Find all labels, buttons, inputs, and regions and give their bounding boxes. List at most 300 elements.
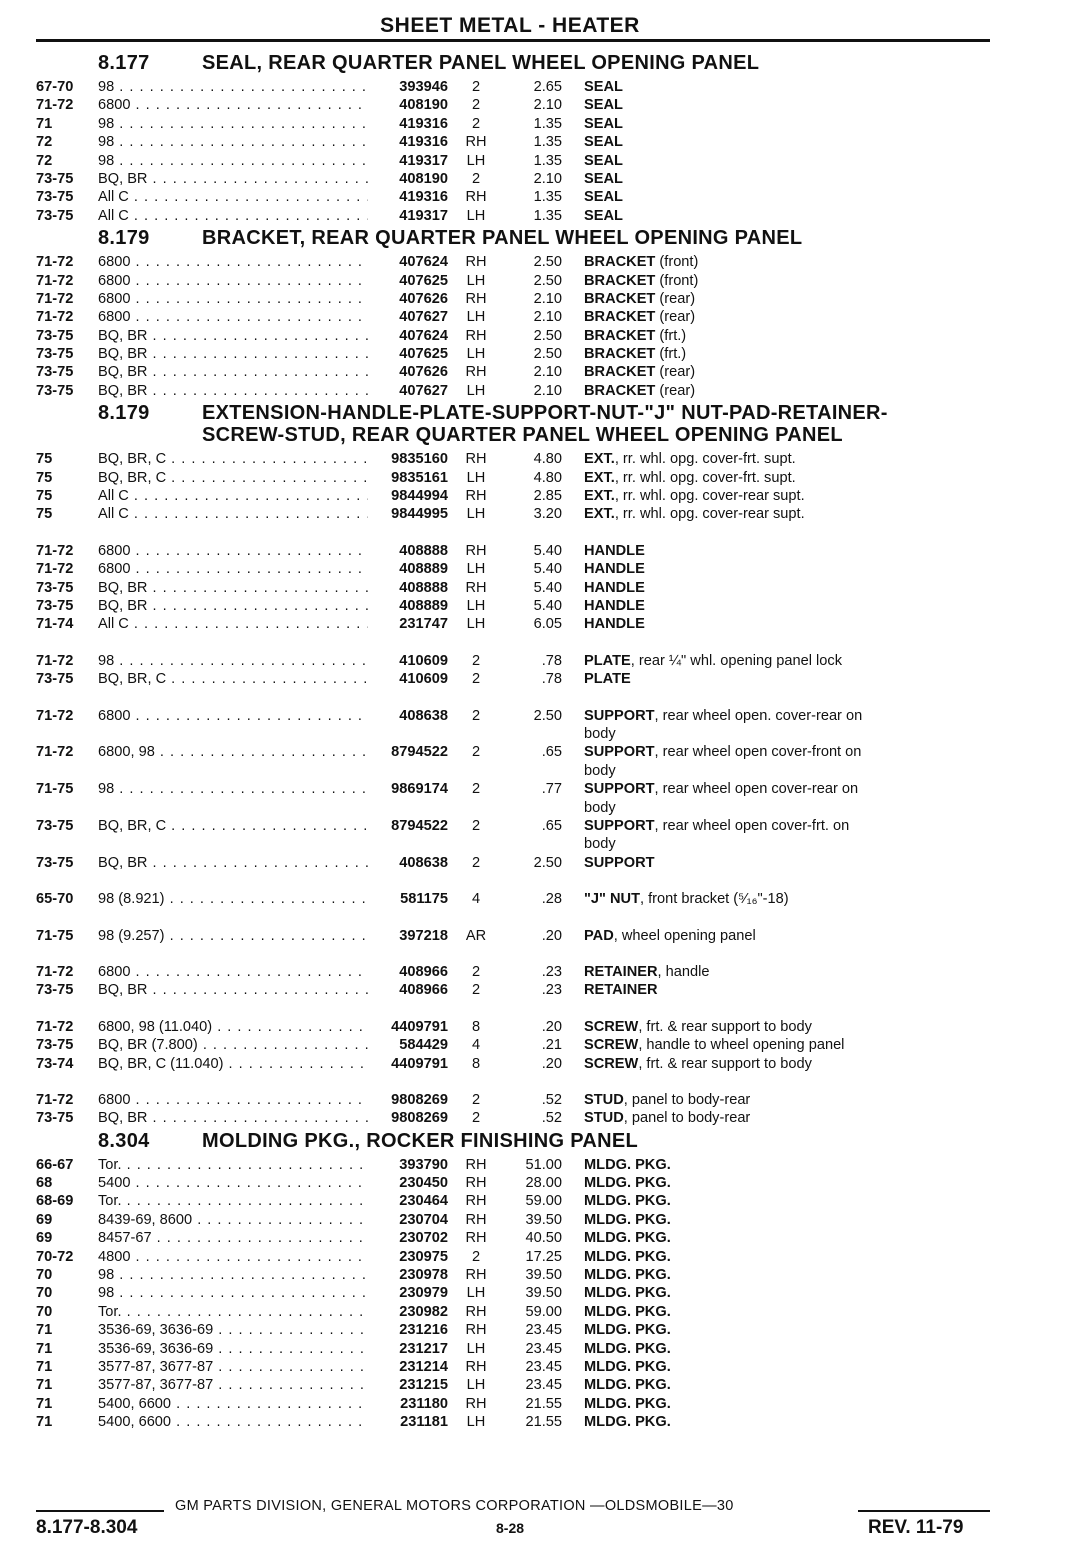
- part-name: MLDG. PKG.: [584, 1377, 671, 1394]
- footer-section-range: 8.177-8.304: [36, 1517, 138, 1538]
- description: [562, 1413, 984, 1431]
- part-number: 407624: [399, 254, 448, 271]
- price: .21: [541, 1037, 562, 1054]
- price: 59.00: [525, 1193, 562, 1210]
- model: 6800 . . .: [98, 253, 368, 271]
- year-range: 72: [36, 152, 53, 169]
- quantity: LH: [466, 1285, 486, 1302]
- part-row: [36, 1413, 990, 1431]
- part-row: [36, 1358, 990, 1376]
- quantity: RH: [465, 254, 487, 271]
- part-number: 9808269: [391, 1091, 448, 1108]
- section-number: 8.179: [98, 402, 150, 425]
- part-number: 407627: [399, 382, 448, 399]
- quantity: LH: [466, 152, 486, 169]
- year-range: 70: [36, 1303, 53, 1320]
- year-range: 73-75: [36, 364, 74, 381]
- year-range: 71: [36, 1359, 53, 1375]
- model: 3536-69, 3636-69 . . .: [98, 1321, 368, 1339]
- part-name: SCREW: [584, 1055, 639, 1072]
- model: BQ, BR . . .: [98, 382, 368, 400]
- section-title: MOLDING PKG., ROCKER FINISHING PANEL: [202, 1129, 638, 1152]
- part-row: [36, 1248, 990, 1266]
- description: [562, 854, 984, 872]
- quantity: 2: [471, 170, 481, 187]
- year-range: 71-72: [36, 254, 74, 271]
- part-row: [36, 1340, 990, 1358]
- part-name: BRACKET: [584, 364, 656, 381]
- part-name: SEAL: [584, 79, 623, 95]
- quantity: RH: [465, 189, 487, 206]
- part-number: 581175: [400, 891, 448, 908]
- description: [562, 597, 984, 615]
- part-number: 4409791: [391, 1018, 448, 1035]
- quantity: RH: [465, 451, 487, 468]
- quantity: LH: [466, 561, 486, 578]
- quantity: RH: [465, 1303, 487, 1320]
- model: 6800 . . .: [98, 542, 368, 560]
- quantity: 4: [471, 891, 481, 908]
- description: [562, 1358, 984, 1376]
- year-range: 72: [36, 134, 53, 151]
- quantity: RH: [465, 579, 487, 596]
- quantity: LH: [466, 1340, 486, 1357]
- header-rule: [36, 39, 990, 42]
- description: [562, 1018, 984, 1036]
- price: 5.40: [533, 597, 562, 614]
- description: [562, 1055, 984, 1073]
- price: 2.50: [533, 854, 562, 871]
- part-number: 8794522: [391, 744, 448, 761]
- part-number: 9869174: [391, 781, 448, 798]
- part-name: PLATE: [584, 652, 631, 669]
- price: 2.10: [533, 170, 562, 187]
- year-range: 71-72: [36, 963, 74, 980]
- model: BQ, BR . . .: [98, 327, 368, 345]
- quantity: RH: [465, 1211, 487, 1228]
- part-detail: , rear ¼" whl. opening panel lock: [630, 652, 843, 669]
- quantity: RH: [465, 1193, 487, 1210]
- part-number: 407626: [399, 290, 448, 307]
- part-name: MLDG. PKG.: [584, 1156, 671, 1173]
- price: 23.45: [525, 1322, 562, 1339]
- part-detail: , frt. & rear support to body: [638, 1018, 812, 1035]
- year-range: 71: [36, 1340, 53, 1357]
- description: [562, 345, 984, 363]
- part-detail: (rear): [655, 382, 696, 399]
- description: [562, 707, 984, 744]
- year-range: 75: [36, 488, 53, 505]
- footer-publisher: GM PARTS DIVISION, GENERAL MOTORS CORPORATION —OLDSMOBILE—30: [175, 1498, 734, 1514]
- price: .52: [541, 1110, 562, 1127]
- price: .52: [541, 1091, 562, 1108]
- price: 2.10: [533, 290, 562, 307]
- description: [562, 542, 984, 560]
- price: 28.00: [525, 1175, 562, 1192]
- year-range: 73-75: [36, 327, 74, 344]
- year-range: 73-75: [36, 1110, 74, 1127]
- part-row: [36, 1156, 990, 1174]
- price: .20: [541, 1055, 562, 1072]
- part-name: EXT.: [584, 506, 615, 523]
- quantity: RH: [465, 1156, 487, 1173]
- part-detail: , frt. & rear support to body: [638, 1055, 812, 1072]
- description: [562, 96, 984, 114]
- part-row: [36, 78, 990, 96]
- description: [562, 1174, 984, 1192]
- part-detail: , rear wheel open cover-rear on body: [584, 781, 859, 816]
- part-row: [36, 345, 990, 363]
- description: [562, 382, 984, 400]
- model: 98 . . .: [98, 1266, 368, 1284]
- quantity: AR: [465, 927, 487, 944]
- price: 1.35: [533, 207, 562, 224]
- quantity: 2: [471, 744, 481, 761]
- price: 2.50: [533, 272, 562, 289]
- price: 39.50: [525, 1211, 562, 1228]
- part-name: STUD: [584, 1110, 624, 1127]
- part-number: 8794522: [391, 817, 448, 834]
- price: 5.40: [533, 561, 562, 578]
- part-row: [36, 542, 990, 560]
- model: 98 . . .: [98, 780, 368, 817]
- description: [562, 615, 984, 633]
- model: BQ, BR, C . . .: [98, 817, 368, 854]
- part-detail: , panel to body-rear: [623, 1091, 751, 1108]
- price: 2.50: [533, 707, 562, 724]
- model: BQ, BR . . .: [98, 363, 368, 381]
- footer-page-number: 8-28: [496, 1520, 525, 1536]
- price: .65: [541, 817, 562, 834]
- model: 3577-87, 3677-87 . . .: [98, 1358, 368, 1376]
- model: 98 (9.257) . . .: [98, 927, 368, 945]
- part-row: [36, 272, 990, 290]
- price: 5.40: [533, 542, 562, 559]
- quantity: LH: [466, 346, 486, 363]
- part-row: [36, 854, 990, 872]
- part-number: 393946: [399, 79, 448, 95]
- year-range: 71: [36, 1322, 53, 1339]
- part-row: [36, 1376, 990, 1394]
- part-name: SUPPORT: [584, 781, 655, 798]
- part-name: MLDG. PKG.: [584, 1230, 671, 1247]
- description: [562, 817, 984, 854]
- part-detail: , panel to body-rear: [623, 1110, 751, 1127]
- year-range: 71-72: [36, 97, 74, 114]
- quantity: LH: [466, 469, 486, 486]
- part-number: 230975: [399, 1248, 448, 1265]
- part-detail: , rear wheel open cover-frt. on body: [584, 817, 850, 853]
- part-name: SEAL: [584, 115, 623, 132]
- model: All C . . .: [98, 505, 368, 523]
- part-number: 410609: [399, 652, 448, 669]
- model: 6800 . . .: [98, 308, 368, 326]
- section-header: [36, 52, 990, 74]
- price: 39.50: [525, 1285, 562, 1302]
- parts-catalog-content: [36, 52, 990, 1434]
- part-number: 230450: [399, 1175, 448, 1192]
- part-name: BRACKET: [584, 346, 656, 363]
- part-name: SCREW: [584, 1018, 639, 1035]
- part-row: [36, 707, 990, 744]
- price: 2.50: [533, 254, 562, 271]
- part-row: [36, 1284, 990, 1302]
- model: 6800 . . .: [98, 96, 368, 114]
- model: BQ, BR . . .: [98, 579, 368, 597]
- part-number: 408638: [399, 707, 448, 724]
- quantity: LH: [466, 597, 486, 614]
- part-row: [36, 450, 990, 468]
- part-row: [36, 1192, 990, 1210]
- part-number: 231216: [399, 1322, 448, 1339]
- part-name: MLDG. PKG.: [584, 1303, 671, 1320]
- model: BQ, BR . . .: [98, 981, 368, 999]
- part-row: [36, 1211, 990, 1229]
- year-range: 66-67: [36, 1156, 74, 1173]
- model: 8439-69, 8600 . . .: [98, 1211, 368, 1229]
- quantity: 2: [471, 854, 481, 871]
- description: [562, 963, 984, 981]
- description: [562, 327, 984, 345]
- part-name: MLDG. PKG.: [584, 1285, 671, 1302]
- year-range: 73-75: [36, 579, 74, 596]
- price: 1.35: [533, 189, 562, 206]
- description: [562, 579, 984, 597]
- part-detail: , handle to wheel opening panel: [638, 1037, 845, 1054]
- quantity: 2: [471, 1110, 481, 1127]
- part-name: EXT.: [584, 488, 615, 505]
- description: [562, 670, 984, 688]
- price: 59.00: [525, 1303, 562, 1320]
- page-title: SHEET METAL - HEATER: [380, 14, 640, 37]
- model: 5400, 6600 . . .: [98, 1413, 368, 1431]
- part-detail: (frt.): [655, 327, 687, 344]
- model: BQ, BR, C . . .: [98, 450, 368, 468]
- part-detail: (frt.): [655, 346, 687, 363]
- part-row: [36, 505, 990, 523]
- part-name: SEAL: [584, 97, 623, 114]
- quantity: 8: [471, 1018, 481, 1035]
- year-range: 73-75: [36, 854, 74, 871]
- part-number: 9844995: [391, 506, 448, 523]
- part-row: [36, 963, 990, 981]
- part-number: 408190: [399, 170, 448, 187]
- part-number: 419317: [399, 207, 448, 224]
- quantity: 4: [471, 1037, 481, 1054]
- model: BQ, BR . . .: [98, 1109, 368, 1127]
- part-name: SEAL: [584, 170, 623, 187]
- part-number: 408889: [399, 561, 448, 578]
- model: 8457-67 . . .: [98, 1229, 368, 1247]
- part-row: [36, 1395, 990, 1413]
- part-number: 419317: [399, 152, 448, 169]
- part-number: 419316: [399, 189, 448, 206]
- group-spacer: [36, 872, 990, 890]
- price: .23: [541, 982, 562, 999]
- part-number: 9835160: [391, 451, 448, 468]
- part-number: 230982: [399, 1303, 448, 1320]
- description: [562, 170, 984, 188]
- quantity: 2: [471, 652, 481, 669]
- catalog-section: [36, 52, 990, 227]
- part-row: [36, 817, 990, 854]
- description: [562, 927, 984, 945]
- year-range: 73-75: [36, 817, 74, 834]
- price: .65: [541, 744, 562, 761]
- quantity: 2: [471, 79, 481, 95]
- price: 1.35: [533, 134, 562, 151]
- description: [562, 890, 984, 908]
- part-row: [36, 579, 990, 597]
- part-row: [36, 382, 990, 400]
- part-number: 4409791: [391, 1055, 448, 1072]
- model: BQ, BR, C . . .: [98, 670, 368, 688]
- section-header: [36, 227, 990, 249]
- description: [562, 253, 984, 271]
- group-spacer: [36, 945, 990, 963]
- year-range: 71-72: [36, 542, 74, 559]
- footer-rule-right: [858, 1510, 990, 1512]
- quantity: RH: [465, 1395, 487, 1412]
- part-number: 407627: [399, 309, 448, 326]
- part-number: 231215: [399, 1377, 448, 1394]
- part-row: [36, 670, 990, 688]
- description: [562, 207, 984, 225]
- year-range: 73-75: [36, 207, 74, 224]
- quantity: RH: [465, 364, 487, 381]
- quantity: RH: [465, 327, 487, 344]
- year-range: 68: [36, 1175, 53, 1192]
- price: 51.00: [525, 1156, 562, 1173]
- description: [562, 1156, 984, 1174]
- price: 2.10: [533, 97, 562, 114]
- part-detail: , rr. whl. opg. cover-rear supt.: [614, 488, 805, 505]
- part-number: 408966: [399, 963, 448, 980]
- part-row: [36, 1266, 990, 1284]
- part-number: 419316: [399, 134, 448, 151]
- section-title: SEAL, REAR QUARTER PANEL WHEEL OPENING PANEL: [202, 52, 760, 74]
- year-range: 73-75: [36, 189, 74, 206]
- price: 6.05: [533, 616, 562, 633]
- price: .78: [541, 671, 562, 688]
- part-row: [36, 207, 990, 225]
- description: [562, 1284, 984, 1302]
- part-row: [36, 327, 990, 345]
- quantity: 2: [471, 1248, 481, 1265]
- price: .77: [541, 781, 562, 798]
- part-name: RETAINER: [584, 963, 658, 980]
- price: 21.55: [525, 1395, 562, 1412]
- part-detail: , wheel opening panel: [613, 927, 756, 944]
- section-header: [36, 402, 990, 446]
- part-row: [36, 308, 990, 326]
- part-name: BRACKET: [584, 272, 656, 289]
- part-row: [36, 1229, 990, 1247]
- year-range: 73-75: [36, 382, 74, 399]
- description: [562, 487, 984, 505]
- part-number: 584429: [399, 1037, 448, 1054]
- description: [562, 1036, 984, 1054]
- part-row: [36, 363, 990, 381]
- part-number: 408888: [399, 542, 448, 559]
- year-range: 65-70: [36, 891, 74, 908]
- part-row: [36, 170, 990, 188]
- part-row: [36, 652, 990, 670]
- part-number: 419316: [399, 115, 448, 132]
- part-name: STUD: [584, 1091, 624, 1108]
- year-range: 71: [36, 1395, 53, 1412]
- price: 39.50: [525, 1267, 562, 1284]
- model: All C . . .: [98, 188, 368, 206]
- part-detail: , rr. whl. opg. cover-frt. supt.: [614, 469, 796, 486]
- year-range: 71: [36, 1414, 53, 1431]
- year-range: 70-72: [36, 1248, 74, 1265]
- quantity: LH: [466, 309, 486, 326]
- model: 98 (8.921) . . .: [98, 890, 368, 908]
- part-number: 408190: [399, 97, 448, 114]
- description: [562, 1091, 984, 1109]
- footer-rule-left: [36, 1510, 164, 1512]
- price: 2.10: [533, 309, 562, 326]
- model: BQ, BR . . .: [98, 854, 368, 872]
- year-range: 71-72: [36, 272, 74, 289]
- model: Tor. . . .: [98, 1156, 368, 1174]
- year-range: 71-72: [36, 1018, 74, 1035]
- part-detail: , rear wheel open. cover-rear on body: [584, 707, 863, 742]
- price: 3.20: [533, 506, 562, 523]
- model: All C . . .: [98, 615, 368, 633]
- model: 3577-87, 3677-87 . . .: [98, 1376, 368, 1394]
- quantity: 2: [471, 97, 481, 114]
- description: [562, 1266, 984, 1284]
- description: [562, 133, 984, 151]
- model: 4800 . . .: [98, 1248, 368, 1266]
- section-spacer: [36, 1432, 990, 1434]
- part-name: "J" NUT: [584, 891, 641, 908]
- part-number: 408638: [399, 854, 448, 871]
- part-number: 9835161: [391, 469, 448, 486]
- year-range: 71-74: [36, 616, 74, 633]
- part-number: 393790: [399, 1156, 448, 1173]
- part-row: [36, 96, 990, 114]
- part-row: [36, 115, 990, 133]
- year-range: 73-75: [36, 982, 74, 999]
- quantity: LH: [466, 1414, 486, 1431]
- model: BQ, BR (7.800) . . .: [98, 1036, 368, 1054]
- quantity: RH: [465, 1322, 487, 1339]
- part-row: [36, 1321, 990, 1339]
- model: Tor. . . .: [98, 1192, 368, 1210]
- model: 6800, 98 . . .: [98, 743, 368, 780]
- description: [562, 652, 984, 670]
- group-spacer: [36, 1073, 990, 1091]
- part-name: SUPPORT: [584, 707, 655, 724]
- part-number: 231747: [399, 616, 448, 633]
- catalog-section: [36, 1130, 990, 1434]
- price: 23.45: [525, 1377, 562, 1394]
- quantity: RH: [465, 488, 487, 505]
- model: BQ, BR, C . . .: [98, 469, 368, 487]
- description: [562, 505, 984, 523]
- part-number: 231217: [399, 1340, 448, 1357]
- section-header: [36, 1130, 990, 1152]
- part-name: MLDG. PKG.: [584, 1322, 671, 1339]
- price: 2.85: [533, 488, 562, 505]
- year-range: 71-72: [36, 652, 74, 669]
- price: 2.10: [533, 382, 562, 399]
- part-row: [36, 615, 990, 633]
- description: [562, 1248, 984, 1266]
